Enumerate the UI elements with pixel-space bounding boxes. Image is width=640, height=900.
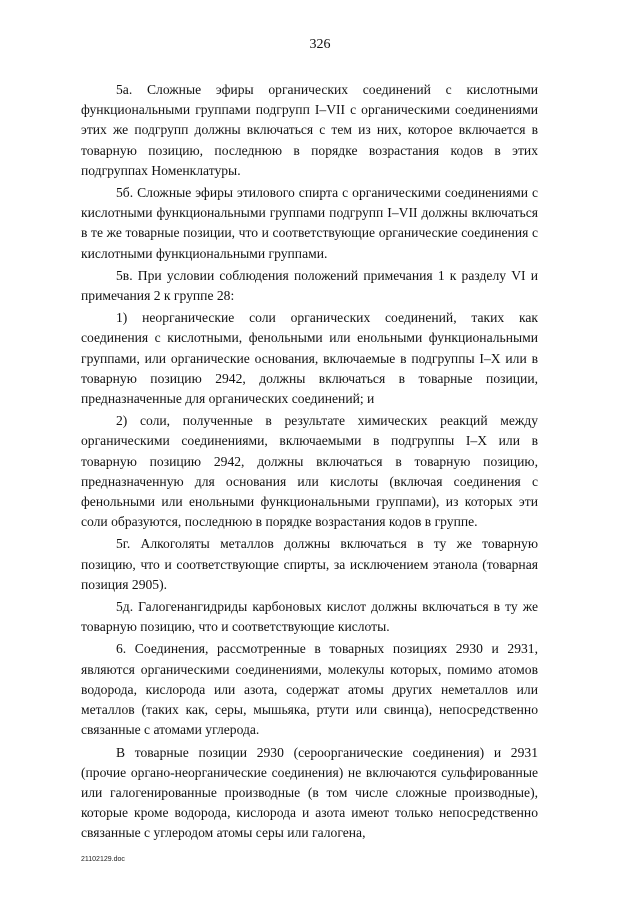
paragraph-5b: 5б. Сложные эфиры этилового спирта с органическими соединениями с кислотными функциональными группами подгрупп I–VII должны включаться в те же товарные позиции, что и соответствующие органические соединения с кислотными функциональными группами. xyxy=(81,185,538,261)
document-body xyxy=(81,80,538,846)
paragraph-5g: 5г. Алкоголяты металлов должны включаться в ту же товарную позицию, что и соответствующие спирты, за исключением этанола (товарная позиция 2905). xyxy=(81,536,538,592)
paragraph-5v-item-1: 1) неорганические соли органических соединений, таких как соединения с кислотными, фенольными или енольными функциональными группами, или органические основания, включаемые в подгруппы I–X или в товарную позицию 2942, должны включаться в товарные позиции, предназначенные для органических соединений; и xyxy=(81,310,538,407)
file-name-footer: 21102129.doc xyxy=(81,856,125,863)
paragraph-6-continuation: В товарные позиции 2930 (сероорганические соединения) и 2931 (прочие органо-неорганические соединения) не включаются сульфированные или галогенированные производные (в том числе сложные производные), которые кроме водорода, кислорода и азота имеют только непосредственно связанные с углеродом атомы серы или галогена, xyxy=(81,744,538,841)
paragraph-5v: 5в. При условии соблюдения положений примечания 1 к разделу VI и примечания 2 к группе 28: xyxy=(81,267,538,304)
paragraph-5a: 5а. Сложные эфиры органических соединений с кислотными функциональными группами подгрупп I–VII с органическими соединениями этих же подгрупп должны включаться с тем из них, которое включается в товарную позицию, последнюю в порядке возрастания кодов в этих подгруппах Номенклатуры. xyxy=(81,82,538,178)
paragraph-5v-item-2: 2) соли, полученные в результате химических реакций между органическими соединениями, включаемыми в подгруппы I–X или в товарную позицию 2942, должны включаться в товарную позицию, предназначенную для основания или кислоты (включая соединения с фенольными или енольными функциональными группами), из которых эти соли образуются, последнюю в порядке возрастания кодов в группе. xyxy=(81,413,538,530)
paragraph-5d: 5д. Галогенангидриды карбоновых кислот должны включаться в ту же товарную позицию, что и соответствующие кислоты. xyxy=(81,599,538,635)
paragraph-6: 6. Соединения, рассмотренные в товарных позициях 2930 и 2931, являются органическими соединениями, молекулы которых, помимо атомов водорода, кислорода или азота, содержат атомы других неметаллов или металлов (таких как, серы, мышьяка, ртути или свинца), непосредственно связанные с атомами углерода. xyxy=(81,641,538,738)
page-number: 326 xyxy=(309,37,331,52)
